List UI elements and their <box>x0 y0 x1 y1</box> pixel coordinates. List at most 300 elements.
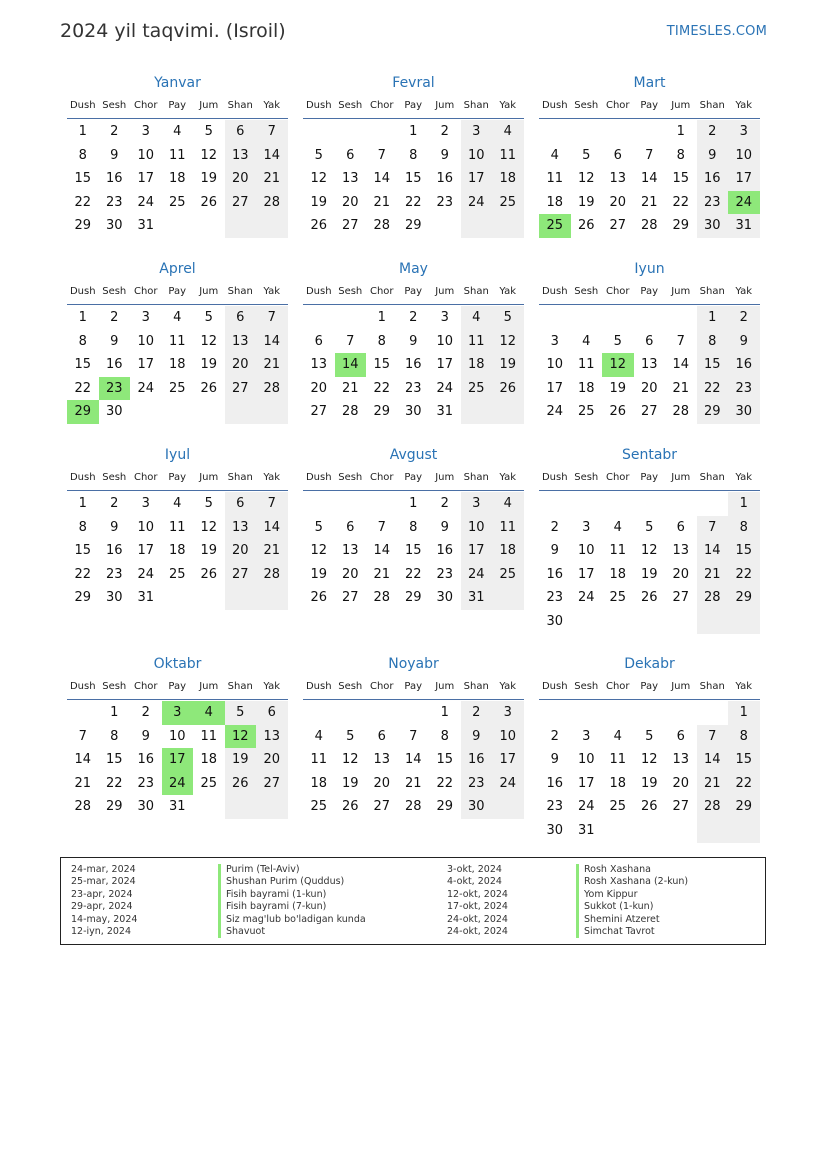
day-cell[interactable]: 22 <box>74 194 92 210</box>
day-cell[interactable]: 3 <box>141 310 150 325</box>
day-cell[interactable]: 19 <box>492 353 524 377</box>
day-cell[interactable]: 7 <box>346 333 355 349</box>
day-cell[interactable]: 12 <box>640 543 658 559</box>
day-cell[interactable]: 13 <box>609 171 627 187</box>
day-cell[interactable]: 23 <box>697 191 729 215</box>
day-cell[interactable]: 28 <box>256 191 288 215</box>
day-cell[interactable]: 6 <box>225 120 257 144</box>
day-cell[interactable]: 26 <box>200 566 218 582</box>
day-cell[interactable]: 15 <box>404 543 422 559</box>
day-cell[interactable]: 18 <box>310 775 328 791</box>
day-cell[interactable]: 13 <box>672 752 690 768</box>
day-cell[interactable]: 14 <box>256 144 288 168</box>
site-logo-link[interactable]: TIMESLES.COM <box>666 24 767 39</box>
day-cell[interactable]: 8 <box>697 330 729 354</box>
day-cell[interactable]: 13 <box>341 171 359 187</box>
day-cell[interactable]: 15 <box>373 357 391 373</box>
day-cell[interactable]: 9 <box>728 330 760 354</box>
day-cell[interactable]: 17 <box>577 566 595 582</box>
day-cell[interactable]: 4 <box>193 701 225 725</box>
day-cell[interactable]: 2 <box>110 124 119 139</box>
day-cell[interactable]: 5 <box>346 728 355 744</box>
day-cell[interactable]: 10 <box>436 333 454 349</box>
day-cell[interactable]: 4 <box>613 519 622 535</box>
day-cell[interactable]: 22 <box>74 380 92 396</box>
day-cell[interactable]: 22 <box>404 566 422 582</box>
day-cell[interactable]: 14 <box>256 330 288 354</box>
day-cell[interactable]: 14 <box>640 171 658 187</box>
day-cell[interactable]: 28 <box>640 218 658 234</box>
day-cell[interactable]: 24 <box>137 566 155 582</box>
day-cell[interactable]: 3 <box>492 701 524 725</box>
day-cell[interactable]: 5 <box>582 147 591 163</box>
day-cell[interactable]: 30 <box>105 218 123 234</box>
day-cell[interactable]: 8 <box>409 519 418 535</box>
day-cell[interactable]: 9 <box>110 333 119 349</box>
day-cell[interactable]: 5 <box>613 333 622 349</box>
day-cell[interactable]: 4 <box>492 120 524 144</box>
day-cell[interactable]: 4 <box>461 306 493 330</box>
day-cell[interactable]: 5 <box>314 519 323 535</box>
day-cell[interactable]: 27 <box>341 590 359 606</box>
day-cell[interactable]: 16 <box>436 543 454 559</box>
day-cell[interactable]: 5 <box>225 701 257 725</box>
day-cell[interactable]: 8 <box>78 147 87 163</box>
day-cell[interactable]: 2 <box>440 496 449 511</box>
day-cell[interactable]: 16 <box>546 566 564 582</box>
day-cell[interactable]: 18 <box>168 543 186 559</box>
day-cell[interactable]: 14 <box>697 539 729 563</box>
day-cell[interactable]: 3 <box>461 120 493 144</box>
day-cell[interactable]: 11 <box>492 144 524 168</box>
day-cell[interactable]: 10 <box>137 519 155 535</box>
day-cell[interactable]: 17 <box>492 748 524 772</box>
day-cell[interactable]: 11 <box>577 357 595 373</box>
day-cell[interactable]: 6 <box>645 333 654 349</box>
day-cell[interactable]: 15 <box>728 748 760 772</box>
day-cell[interactable]: 9 <box>440 147 449 163</box>
day-cell[interactable]: 13 <box>225 330 257 354</box>
day-cell[interactable]: 28 <box>373 218 391 234</box>
day-cell[interactable]: 22 <box>436 775 454 791</box>
day-cell[interactable]: 26 <box>492 377 524 401</box>
day-cell[interactable]: 29 <box>404 590 422 606</box>
day-cell[interactable]: 16 <box>436 171 454 187</box>
day-cell[interactable]: 9 <box>110 519 119 535</box>
day-cell[interactable]: 9 <box>550 752 559 768</box>
day-cell[interactable]: 15 <box>404 171 422 187</box>
day-cell[interactable]: 24 <box>492 772 524 796</box>
day-cell[interactable]: 7 <box>377 147 386 163</box>
day-cell[interactable]: 30 <box>546 822 564 838</box>
day-cell[interactable]: 26 <box>640 799 658 815</box>
day-cell[interactable]: 10 <box>546 357 564 373</box>
day-cell[interactable]: 1 <box>728 701 760 725</box>
day-cell[interactable]: 12 <box>225 725 257 749</box>
day-cell[interactable]: 1 <box>78 310 87 325</box>
day-cell[interactable]: 10 <box>577 752 595 768</box>
day-cell[interactable]: 27 <box>373 799 391 815</box>
day-cell[interactable]: 26 <box>200 380 218 396</box>
day-cell[interactable]: 5 <box>204 310 213 325</box>
day-cell[interactable]: 21 <box>672 380 690 396</box>
day-cell[interactable]: 22 <box>697 377 729 401</box>
day-cell[interactable]: 14 <box>74 752 92 768</box>
day-cell[interactable]: 28 <box>256 377 288 401</box>
day-cell[interactable]: 22 <box>373 380 391 396</box>
day-cell[interactable]: 18 <box>609 566 627 582</box>
day-cell[interactable]: 12 <box>310 543 328 559</box>
day-cell[interactable]: 31 <box>137 590 155 606</box>
day-cell[interactable]: 6 <box>676 728 685 744</box>
day-cell[interactable]: 6 <box>676 519 685 535</box>
day-cell[interactable]: 8 <box>110 728 119 744</box>
day-cell[interactable]: 28 <box>404 799 422 815</box>
day-cell[interactable]: 11 <box>168 519 186 535</box>
day-cell[interactable]: 13 <box>341 543 359 559</box>
day-cell[interactable]: 28 <box>373 590 391 606</box>
day-cell[interactable]: 24 <box>461 191 493 215</box>
day-cell[interactable]: 13 <box>373 752 391 768</box>
day-cell[interactable]: 14 <box>256 516 288 540</box>
day-cell[interactable]: 21 <box>74 775 92 791</box>
day-cell[interactable]: 23 <box>728 377 760 401</box>
day-cell[interactable]: 9 <box>697 144 729 168</box>
day-cell[interactable]: 30 <box>404 404 422 420</box>
day-cell[interactable]: 24 <box>137 380 155 396</box>
day-cell[interactable]: 3 <box>728 120 760 144</box>
day-cell[interactable]: 29 <box>436 799 454 815</box>
day-cell[interactable]: 4 <box>314 728 323 744</box>
day-cell[interactable]: 16 <box>728 353 760 377</box>
day-cell[interactable]: 15 <box>74 543 92 559</box>
day-cell[interactable]: 30 <box>697 214 729 238</box>
day-cell[interactable]: 24 <box>162 772 194 796</box>
day-cell[interactable]: 28 <box>697 795 729 819</box>
day-cell[interactable]: 4 <box>173 496 182 511</box>
day-cell[interactable]: 26 <box>577 218 595 234</box>
day-cell[interactable]: 15 <box>436 752 454 768</box>
day-cell[interactable]: 21 <box>256 167 288 191</box>
day-cell[interactable]: 5 <box>204 124 213 139</box>
day-cell[interactable]: 8 <box>440 728 449 744</box>
day-cell[interactable]: 2 <box>440 124 449 139</box>
day-cell[interactable]: 2 <box>550 519 559 535</box>
day-cell[interactable]: 12 <box>200 147 218 163</box>
day-cell[interactable]: 3 <box>141 496 150 511</box>
day-cell[interactable]: 22 <box>728 772 760 796</box>
day-cell[interactable]: 22 <box>74 566 92 582</box>
day-cell[interactable]: 6 <box>377 728 386 744</box>
day-cell[interactable]: 19 <box>225 748 257 772</box>
day-cell[interactable]: 31 <box>728 214 760 238</box>
day-cell[interactable]: 4 <box>550 147 559 163</box>
day-cell[interactable]: 5 <box>492 306 524 330</box>
day-cell[interactable]: 22 <box>728 563 760 587</box>
day-cell[interactable]: 26 <box>609 404 627 420</box>
day-cell[interactable]: 21 <box>256 539 288 563</box>
day-cell[interactable]: 17 <box>728 167 760 191</box>
day-cell[interactable]: 18 <box>200 752 218 768</box>
day-cell[interactable]: 9 <box>461 725 493 749</box>
day-cell[interactable]: 6 <box>225 306 257 330</box>
day-cell[interactable]: 7 <box>256 120 288 144</box>
day-cell[interactable]: 31 <box>461 586 493 610</box>
day-cell[interactable]: 1 <box>78 124 87 139</box>
day-cell[interactable]: 12 <box>341 752 359 768</box>
day-cell[interactable]: 15 <box>672 171 690 187</box>
day-cell[interactable]: 4 <box>173 124 182 139</box>
day-cell[interactable]: 14 <box>672 357 690 373</box>
day-cell[interactable]: 10 <box>728 144 760 168</box>
day-cell[interactable]: 20 <box>256 748 288 772</box>
day-cell[interactable]: 11 <box>168 147 186 163</box>
day-cell[interactable]: 16 <box>105 171 123 187</box>
day-cell[interactable]: 24 <box>577 799 595 815</box>
day-cell[interactable]: 19 <box>640 775 658 791</box>
day-cell[interactable]: 11 <box>461 330 493 354</box>
day-cell[interactable]: 18 <box>492 167 524 191</box>
day-cell[interactable]: 26 <box>341 799 359 815</box>
day-cell[interactable]: 29 <box>697 400 729 424</box>
day-cell[interactable]: 2 <box>697 120 729 144</box>
day-cell[interactable]: 25 <box>492 563 524 587</box>
day-cell[interactable]: 27 <box>225 377 257 401</box>
day-cell[interactable]: 27 <box>609 218 627 234</box>
day-cell[interactable]: 25 <box>577 404 595 420</box>
day-cell[interactable]: 29 <box>728 586 760 610</box>
day-cell[interactable]: 18 <box>492 539 524 563</box>
day-cell[interactable]: 13 <box>225 516 257 540</box>
day-cell[interactable]: 23 <box>461 772 493 796</box>
day-cell[interactable]: 29 <box>728 795 760 819</box>
day-cell[interactable]: 19 <box>640 566 658 582</box>
day-cell[interactable]: 11 <box>609 752 627 768</box>
day-cell[interactable]: 20 <box>640 380 658 396</box>
day-cell[interactable]: 15 <box>74 171 92 187</box>
day-cell[interactable]: 14 <box>404 752 422 768</box>
day-cell[interactable]: 17 <box>436 357 454 373</box>
day-cell[interactable]: 24 <box>728 191 760 215</box>
day-cell[interactable]: 5 <box>204 496 213 511</box>
day-cell[interactable]: 19 <box>609 380 627 396</box>
day-cell[interactable]: 27 <box>225 191 257 215</box>
day-cell[interactable]: 28 <box>672 404 690 420</box>
day-cell[interactable]: 23 <box>436 194 454 210</box>
day-cell[interactable]: 19 <box>200 171 218 187</box>
day-cell[interactable]: 26 <box>310 218 328 234</box>
day-cell[interactable]: 5 <box>645 728 654 744</box>
day-cell[interactable]: 7 <box>697 725 729 749</box>
day-cell[interactable]: 31 <box>436 404 454 420</box>
day-cell[interactable]: 18 <box>546 194 564 210</box>
day-cell[interactable]: 12 <box>577 171 595 187</box>
day-cell[interactable]: 8 <box>728 516 760 540</box>
day-cell[interactable]: 7 <box>645 147 654 163</box>
day-cell[interactable]: 18 <box>168 357 186 373</box>
day-cell[interactable]: 29 <box>67 400 99 424</box>
day-cell[interactable]: 15 <box>697 353 729 377</box>
day-cell[interactable]: 23 <box>99 377 131 401</box>
day-cell[interactable]: 11 <box>168 333 186 349</box>
day-cell[interactable]: 20 <box>672 775 690 791</box>
day-cell[interactable]: 28 <box>341 404 359 420</box>
day-cell[interactable]: 21 <box>341 380 359 396</box>
day-cell[interactable]: 31 <box>577 822 595 838</box>
day-cell[interactable]: 5 <box>314 147 323 163</box>
day-cell[interactable]: 10 <box>137 333 155 349</box>
day-cell[interactable]: 25 <box>539 214 571 238</box>
day-cell[interactable]: 11 <box>200 728 218 744</box>
day-cell[interactable]: 6 <box>314 333 323 349</box>
day-cell[interactable]: 2 <box>141 705 150 720</box>
day-cell[interactable]: 13 <box>256 725 288 749</box>
day-cell[interactable]: 19 <box>310 194 328 210</box>
day-cell[interactable]: 17 <box>162 748 194 772</box>
day-cell[interactable]: 16 <box>546 775 564 791</box>
day-cell[interactable]: 24 <box>577 590 595 606</box>
day-cell[interactable]: 20 <box>225 539 257 563</box>
day-cell[interactable]: 26 <box>225 772 257 796</box>
day-cell[interactable]: 23 <box>546 799 564 815</box>
day-cell[interactable]: 1 <box>377 310 386 325</box>
day-cell[interactable]: 6 <box>613 147 622 163</box>
day-cell[interactable]: 3 <box>440 310 449 325</box>
day-cell[interactable]: 2 <box>728 306 760 330</box>
day-cell[interactable]: 22 <box>672 194 690 210</box>
day-cell[interactable]: 11 <box>310 752 328 768</box>
day-cell[interactable]: 6 <box>256 701 288 725</box>
day-cell[interactable]: 8 <box>728 725 760 749</box>
day-cell[interactable]: 23 <box>404 380 422 396</box>
day-cell[interactable]: 12 <box>640 752 658 768</box>
day-cell[interactable]: 20 <box>225 167 257 191</box>
day-cell[interactable]: 3 <box>582 519 591 535</box>
day-cell[interactable]: 16 <box>105 357 123 373</box>
day-cell[interactable]: 27 <box>640 404 658 420</box>
day-cell[interactable]: 24 <box>461 563 493 587</box>
day-cell[interactable]: 14 <box>697 748 729 772</box>
day-cell[interactable]: 8 <box>377 333 386 349</box>
day-cell[interactable]: 10 <box>168 728 186 744</box>
day-cell[interactable]: 16 <box>105 543 123 559</box>
day-cell[interactable]: 31 <box>137 218 155 234</box>
day-cell[interactable]: 25 <box>310 799 328 815</box>
day-cell[interactable]: 9 <box>141 728 150 744</box>
day-cell[interactable]: 30 <box>137 799 155 815</box>
day-cell[interactable]: 18 <box>609 775 627 791</box>
day-cell[interactable]: 23 <box>137 775 155 791</box>
day-cell[interactable]: 25 <box>200 775 218 791</box>
day-cell[interactable]: 1 <box>409 496 418 511</box>
day-cell[interactable]: 19 <box>200 543 218 559</box>
day-cell[interactable]: 2 <box>409 310 418 325</box>
day-cell[interactable]: 21 <box>373 566 391 582</box>
day-cell[interactable]: 16 <box>461 748 493 772</box>
day-cell[interactable]: 27 <box>672 799 690 815</box>
day-cell[interactable]: 27 <box>310 404 328 420</box>
day-cell[interactable]: 14 <box>335 353 367 377</box>
day-cell[interactable]: 12 <box>492 330 524 354</box>
day-cell[interactable]: 20 <box>609 194 627 210</box>
day-cell[interactable]: 2 <box>461 701 493 725</box>
day-cell[interactable]: 9 <box>550 543 559 559</box>
day-cell[interactable]: 15 <box>105 752 123 768</box>
day-cell[interactable]: 1 <box>728 492 760 516</box>
day-cell[interactable]: 4 <box>173 310 182 325</box>
day-cell[interactable]: 20 <box>225 353 257 377</box>
day-cell[interactable]: 10 <box>492 725 524 749</box>
day-cell[interactable]: 4 <box>613 728 622 744</box>
day-cell[interactable]: 25 <box>168 566 186 582</box>
day-cell[interactable]: 15 <box>74 357 92 373</box>
day-cell[interactable]: 26 <box>200 194 218 210</box>
day-cell[interactable]: 21 <box>373 194 391 210</box>
day-cell[interactable]: 21 <box>640 194 658 210</box>
day-cell[interactable]: 2 <box>110 496 119 511</box>
day-cell[interactable]: 31 <box>168 799 186 815</box>
day-cell[interactable]: 28 <box>74 799 92 815</box>
day-cell[interactable]: 24 <box>137 194 155 210</box>
day-cell[interactable]: 28 <box>697 586 729 610</box>
day-cell[interactable]: 25 <box>492 191 524 215</box>
day-cell[interactable]: 11 <box>609 543 627 559</box>
day-cell[interactable]: 3 <box>550 333 559 349</box>
day-cell[interactable]: 1 <box>440 705 449 720</box>
day-cell[interactable]: 27 <box>256 772 288 796</box>
day-cell[interactable]: 27 <box>672 590 690 606</box>
day-cell[interactable]: 3 <box>461 492 493 516</box>
day-cell[interactable]: 1 <box>409 124 418 139</box>
day-cell[interactable]: 8 <box>676 147 685 163</box>
day-cell[interactable]: 30 <box>105 404 123 420</box>
day-cell[interactable]: 29 <box>74 590 92 606</box>
day-cell[interactable]: 9 <box>409 333 418 349</box>
day-cell[interactable]: 17 <box>137 543 155 559</box>
day-cell[interactable]: 17 <box>546 380 564 396</box>
day-cell[interactable]: 10 <box>577 543 595 559</box>
day-cell[interactable]: 8 <box>409 147 418 163</box>
day-cell[interactable]: 2 <box>550 728 559 744</box>
day-cell[interactable]: 10 <box>461 516 493 540</box>
day-cell[interactable]: 13 <box>640 357 658 373</box>
day-cell[interactable]: 1 <box>110 705 119 720</box>
day-cell[interactable]: 18 <box>577 380 595 396</box>
day-cell[interactable]: 20 <box>672 566 690 582</box>
day-cell[interactable]: 9 <box>440 519 449 535</box>
day-cell[interactable]: 29 <box>105 799 123 815</box>
day-cell[interactable]: 27 <box>225 563 257 587</box>
day-cell[interactable]: 23 <box>546 590 564 606</box>
day-cell[interactable]: 12 <box>200 333 218 349</box>
day-cell[interactable]: 7 <box>78 728 87 744</box>
day-cell[interactable]: 28 <box>256 563 288 587</box>
day-cell[interactable]: 13 <box>225 144 257 168</box>
day-cell[interactable]: 12 <box>602 353 634 377</box>
day-cell[interactable]: 4 <box>582 333 591 349</box>
day-cell[interactable]: 21 <box>697 563 729 587</box>
day-cell[interactable]: 17 <box>461 539 493 563</box>
day-cell[interactable]: 25 <box>609 590 627 606</box>
day-cell[interactable]: 21 <box>256 353 288 377</box>
day-cell[interactable]: 7 <box>676 333 685 349</box>
day-cell[interactable]: 3 <box>162 701 194 725</box>
day-cell[interactable]: 7 <box>256 306 288 330</box>
day-cell[interactable]: 13 <box>672 543 690 559</box>
day-cell[interactable]: 19 <box>310 566 328 582</box>
day-cell[interactable]: 30 <box>436 590 454 606</box>
day-cell[interactable]: 16 <box>697 167 729 191</box>
